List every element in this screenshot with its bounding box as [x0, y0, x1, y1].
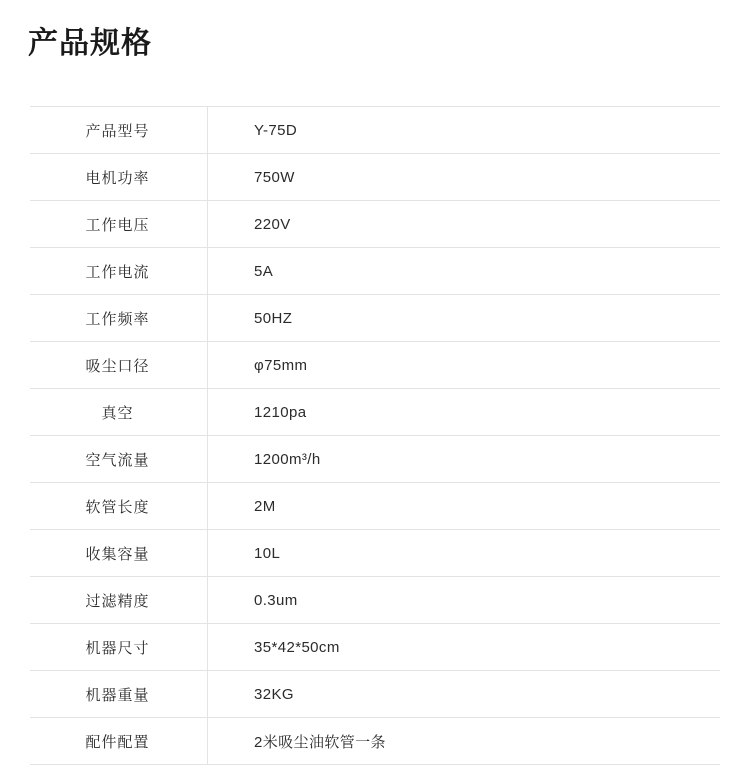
spec-value: 2米吸尘油软管一条 [208, 718, 721, 765]
table-row [30, 342, 720, 389]
spec-label: 工作频率 [30, 295, 208, 342]
table-row [30, 624, 720, 671]
spec-label: 软管长度 [30, 483, 208, 530]
table-row [30, 483, 720, 530]
spec-table-body [30, 107, 720, 765]
spec-label: 真空 [30, 389, 208, 436]
spec-label: 过滤精度 [30, 577, 208, 624]
spec-label: 收集容量 [30, 530, 208, 577]
spec-value: 50HZ [208, 295, 721, 342]
spec-label: 机器重量 [30, 671, 208, 718]
table-row [30, 530, 720, 577]
table-row [30, 201, 720, 248]
table-row [30, 671, 720, 718]
spec-label: 吸尘口径 [30, 342, 208, 389]
spec-value: φ75mm [208, 342, 721, 389]
table-row [30, 389, 720, 436]
spec-value: 35*42*50cm [208, 624, 721, 671]
table-row [30, 577, 720, 624]
spec-value: Y-75D [208, 107, 721, 154]
spec-value: 1200m³/h [208, 436, 721, 483]
page-title: 产品规格 [28, 27, 152, 60]
spec-value: 5A [208, 248, 721, 295]
spec-label: 产品型号 [30, 107, 208, 154]
spec-label: 电机功率 [30, 154, 208, 201]
spec-value: 2M [208, 483, 721, 530]
spec-label: 配件配置 [30, 718, 208, 765]
spec-table [30, 106, 720, 765]
table-row [30, 718, 720, 765]
spec-value: 1210pa [208, 389, 721, 436]
spec-value: 10L [208, 530, 721, 577]
table-row [30, 107, 720, 154]
spec-label: 工作电压 [30, 201, 208, 248]
table-row [30, 248, 720, 295]
spec-label: 工作电流 [30, 248, 208, 295]
spec-label: 机器尺寸 [30, 624, 208, 671]
spec-label: 空气流量 [30, 436, 208, 483]
spec-value: 750W [208, 154, 721, 201]
table-row [30, 154, 720, 201]
spec-value: 220V [208, 201, 721, 248]
spec-value: 0.3um [208, 577, 721, 624]
table-row [30, 436, 720, 483]
table-row [30, 295, 720, 342]
spec-value: 32KG [208, 671, 721, 718]
